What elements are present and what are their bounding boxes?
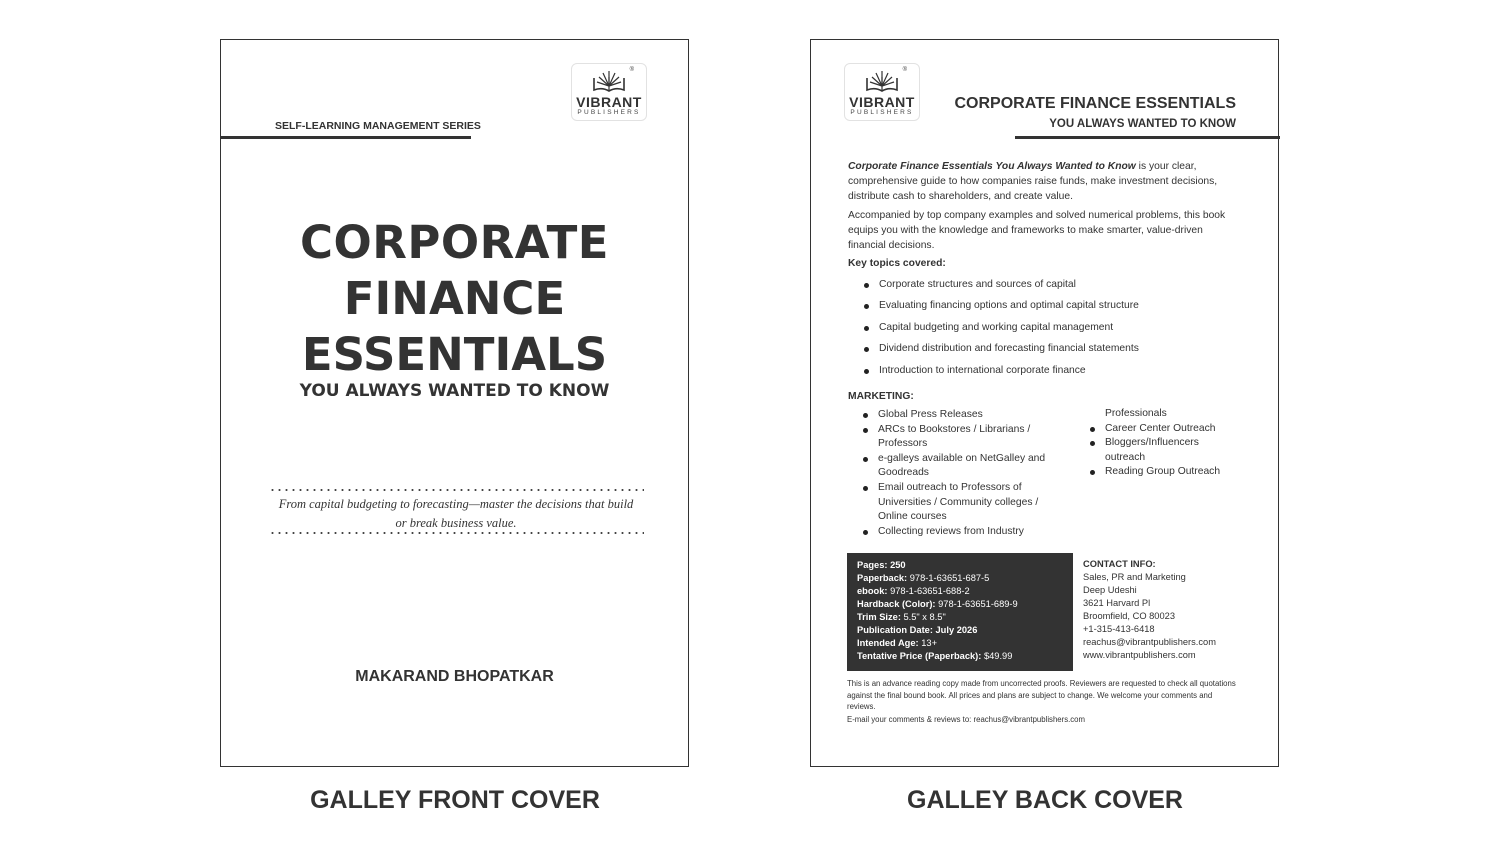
description-paragraph-1 (848, 159, 1238, 204)
subtitle: YOU ALWAYS WANTED TO KNOW (299, 381, 610, 401)
key-topics-label: Key topics covered: (848, 258, 946, 269)
spec-row (857, 611, 1073, 624)
back-subtitle: YOU ALWAYS WANTED TO KNOW (1049, 118, 1236, 130)
contact-line: reachus@vibrantpublishers.com (1083, 637, 1216, 647)
spec-value: 978-1-63651-689-9 (935, 599, 1018, 609)
book-title-italic: Corporate Finance Essentials You Always Wanted to Know (848, 161, 1136, 172)
marketing-item: Online courses (878, 511, 947, 523)
title-line-2: FINANCE (343, 272, 566, 325)
tagline: From capital budgeting to forecasting—master the decisions that build or break business value. (278, 497, 634, 530)
front-cover (220, 39, 689, 767)
spec-label: Publication Date: July 2026 (857, 625, 978, 635)
spec-value: 5.5" x 8.5" (900, 612, 946, 622)
title-rule (1015, 136, 1280, 139)
logo-sub: PUBLISHERS (850, 109, 914, 116)
series-label: SELF-LEARNING MANAGEMENT SERIES (275, 120, 481, 132)
publisher-logo (571, 63, 647, 121)
back-cover-caption: GALLEY BACK COVER (907, 786, 1183, 814)
disclaimer: This is an advance reading copy made from uncorrected proofs. Reviewers are requested to check all quotations against the final bound book. All prices and plans are subject to change. We welcome your comments and reviews. (847, 679, 1236, 712)
spec-row (857, 624, 1073, 637)
spec-value: $49.99 (981, 651, 1013, 661)
dotted-divider-bottom (269, 532, 644, 534)
logo-sub: PUBLISHERS (577, 109, 641, 116)
spec-label: ebook: (857, 586, 888, 596)
contact-line: +1-315-413-6418 (1083, 624, 1155, 634)
contact-line: Deep Udeshi (1083, 585, 1137, 595)
marketing-item: ARCs to Bookstores / Librarians / (878, 423, 1030, 438)
registered-mark: ® (902, 67, 907, 73)
spec-label: Intended Age: (857, 638, 919, 648)
marketing-item: Professionals (1105, 408, 1167, 419)
book-specs-box (847, 553, 1073, 671)
contact-label: CONTACT INFO: (1083, 559, 1156, 569)
spec-value: 978-1-63651-687-5 (907, 573, 990, 583)
publisher-logo (844, 63, 920, 121)
back-cover (810, 39, 1279, 767)
front-cover-caption: GALLEY FRONT COVER (310, 786, 600, 814)
contact-line: 3621 Harvard Pl (1083, 598, 1151, 608)
marketing-item: Bloggers/Influencers (1105, 436, 1199, 451)
author-name: MAKARAND BHOPATKAR (355, 668, 554, 685)
spec-label: Tentative Price (Paperback): (857, 651, 982, 661)
open-book-icon (591, 69, 627, 93)
spec-label: Trim Size: (857, 612, 901, 622)
marketing-item: outreach (1105, 451, 1146, 463)
logo-name: VIBRANT (849, 94, 915, 110)
spec-value: 13+ (918, 638, 937, 648)
spec-row (857, 650, 1073, 663)
description-paragraph-2: Accompanied by top company examples and solved numerical problems, this book equips you with the knowledge and frameworks to make smarter, value-driven financial decisions. (848, 210, 1226, 251)
email-line: E-mail your comments & reviews to: reachus@vibrantpublishers.com (847, 715, 1086, 724)
title-line-1: CORPORATE (299, 216, 610, 269)
topic-item: Capital budgeting and working capital management (879, 322, 1114, 333)
marketing-item: Professors (878, 438, 928, 450)
contact-line: Sales, PR and Marketing (1083, 572, 1186, 582)
marketing-item: Goodreads (878, 467, 929, 479)
contact-lines (1083, 571, 1216, 662)
description-text: is your clear, comprehensive guide to how companies raise funds, make investment decisions, distribute cash to shareholders, and create value. (848, 161, 1218, 202)
spec-row (857, 572, 1073, 585)
back-title: CORPORATE FINANCE ESSENTIALS (954, 95, 1236, 112)
spec-label: Hardback (Color): (857, 599, 936, 609)
spec-row (857, 637, 1073, 650)
marketing-item: Universities / Community colleges / (878, 496, 1039, 508)
title-line-3: ESSENTIALS (301, 328, 608, 381)
spec-row (857, 559, 1073, 572)
spec-value: 978-1-63651-688-2 (887, 586, 970, 596)
topic-item: Introduction to international corporate finance (879, 365, 1086, 376)
marketing-item: Reading Group Outreach (1105, 465, 1220, 480)
spec-label: Pages: 250 (857, 560, 906, 570)
marketing-item: Email outreach to Professors of (878, 481, 1022, 496)
spec-row (857, 585, 1073, 598)
marketing-label: MARKETING: (848, 391, 914, 402)
marketing-item: e-galleys available on NetGalley and (878, 452, 1045, 467)
contact-line: www.vibrantpublishers.com (1083, 650, 1196, 660)
contact-info (1083, 558, 1216, 662)
spec-label: Paperback: (857, 573, 908, 583)
contact-line: Broomfield, CO 80023 (1083, 611, 1175, 621)
series-rule (221, 136, 471, 139)
marketing-item: Collecting reviews from Industry (878, 525, 1024, 540)
registered-mark: ® (629, 67, 634, 73)
topic-item: Dividend distribution and forecasting financial statements (879, 343, 1139, 354)
spec-row (857, 598, 1073, 611)
logo-name: VIBRANT (576, 94, 642, 110)
open-book-icon (864, 69, 900, 93)
topic-item: Corporate structures and sources of capital (879, 279, 1076, 290)
dotted-divider-top (269, 489, 644, 491)
marketing-item: Global Press Releases (878, 408, 983, 423)
topic-item: Evaluating financing options and optimal capital structure (879, 300, 1139, 311)
marketing-item: Career Center Outreach (1105, 422, 1215, 437)
